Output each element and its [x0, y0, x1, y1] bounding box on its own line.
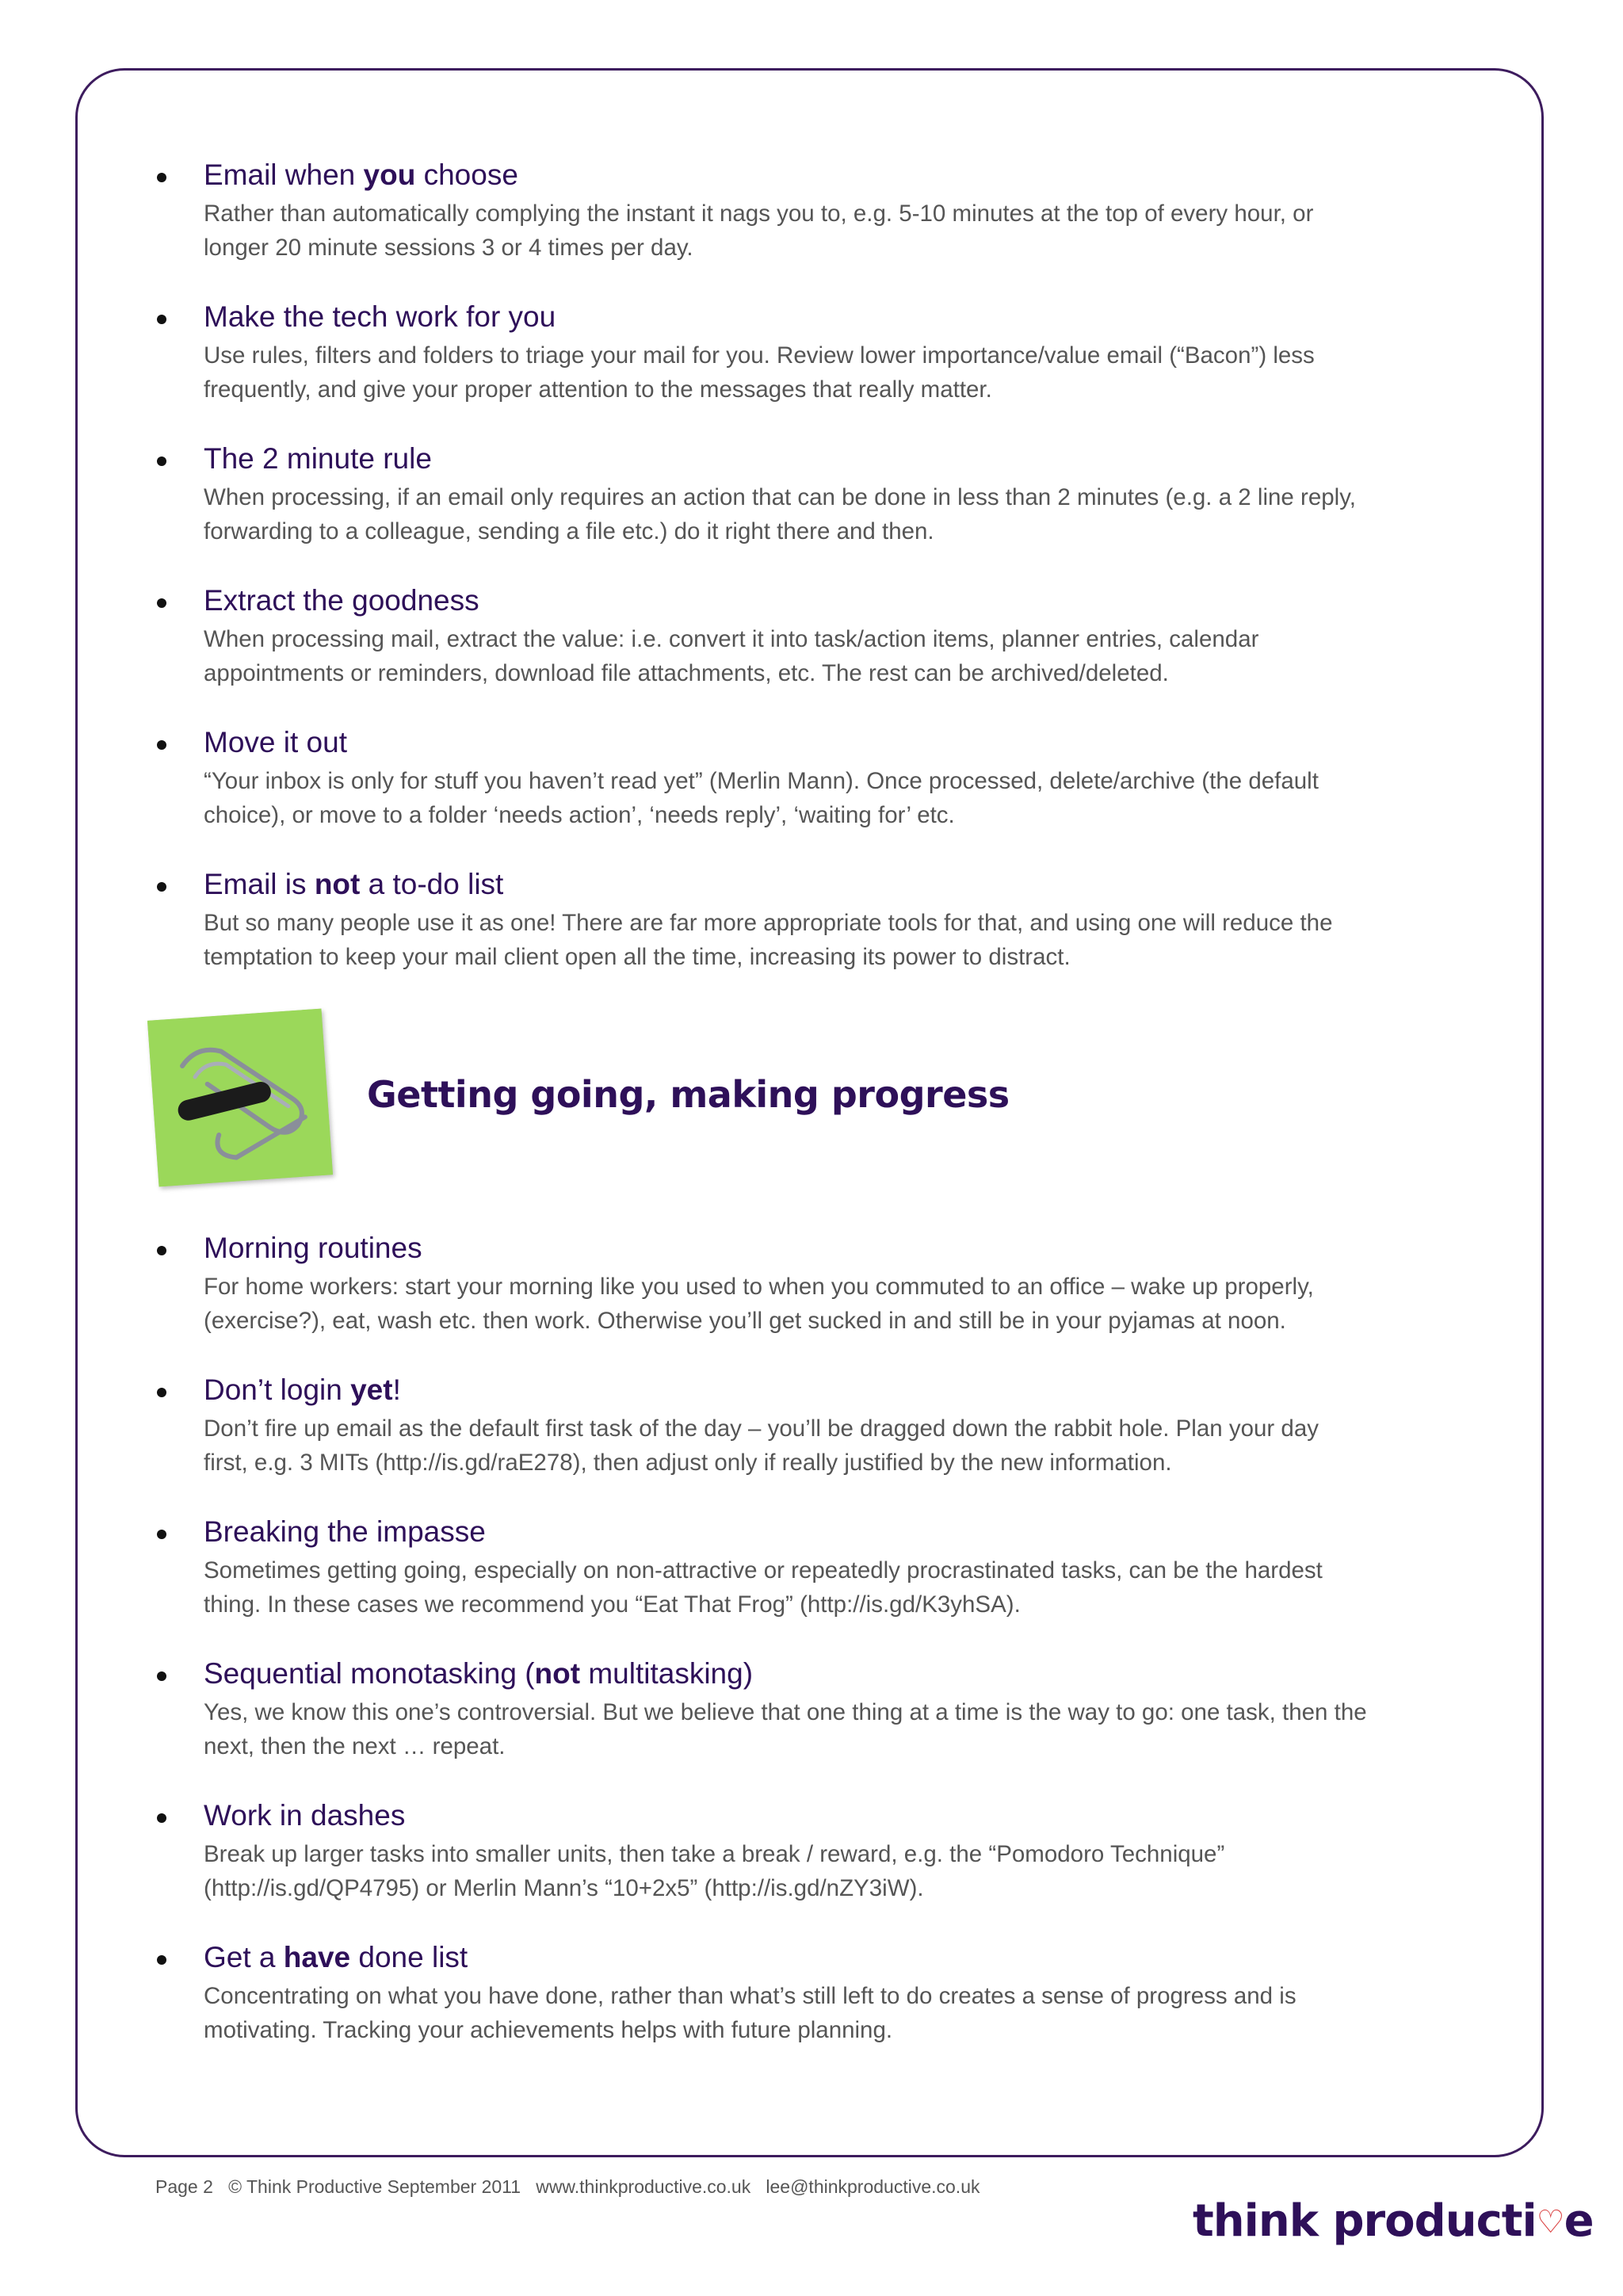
section-title: Getting going, making progress	[367, 1073, 1010, 1116]
tip-heading-part: choose	[415, 159, 518, 191]
tip-heading	[204, 1656, 753, 1692]
tip-body	[204, 1695, 1480, 1763]
list-item	[0, 1939, 1623, 2081]
footer-text: Page 2 © Think Productive September 2011 www.thinkproductive.co.uk lee@thinkproductive.co.uk	[155, 2176, 980, 2197]
tip-body	[204, 338, 1480, 407]
logo-text-end: e	[1564, 2195, 1594, 2247]
tip-heading-part: not	[314, 868, 361, 900]
tip-body-line: choice), or move to a folder ‘needs action’, ‘needs reply’, ‘waiting for’ etc.	[204, 802, 955, 828]
tip-heading-part: Don’t login	[204, 1373, 351, 1406]
think-productive-logo	[1193, 2195, 1594, 2247]
tip-heading	[204, 1797, 405, 1834]
tip-body	[204, 1837, 1480, 1905]
list-item	[0, 441, 1623, 583]
bullet-dot-icon	[157, 457, 166, 466]
tip-body-line: (http://is.gd/QP4795) or Merlin Mann’s “10+2x5” (http://is.gd/nZY3iW).	[204, 1875, 924, 1901]
tip-heading-part: a to-do list	[360, 868, 504, 900]
tip-heading-part: !	[392, 1373, 401, 1406]
tip-body-line: Break up larger tasks into smaller units, then take a break / reward, e.g. the “Pomodoro Technique”	[204, 1841, 1225, 1867]
tip-heading-part: multitasking)	[580, 1657, 754, 1690]
tip-heading-part: done list	[350, 1941, 468, 1973]
tip-body-line: When processing, if an email only requires an action that can be done in less than 2 minutes (e.g. a 2 line reply,	[204, 484, 1356, 510]
tip-body	[204, 622, 1480, 690]
list-item	[0, 1656, 1623, 1797]
bullet-dot-icon	[157, 1246, 166, 1255]
tip-heading	[204, 724, 347, 761]
tip-heading-part: Morning routines	[204, 1232, 422, 1264]
tip-body-line: appointments or reminders, download file attachments, etc. The rest can be archived/deleted.	[204, 660, 1169, 686]
paperclip-icon	[147, 1009, 333, 1187]
tip-heading	[204, 1230, 422, 1266]
list-item	[0, 299, 1623, 441]
tip-body-line: motivating. Tracking your achievements helps with future planning.	[204, 2017, 893, 2043]
tip-body-line: Yes, we know this one’s controversial. But we believe that one thing at a time is the way to go: one task, then the	[204, 1699, 1367, 1725]
bullet-dot-icon	[157, 1388, 166, 1397]
tip-heading	[204, 299, 556, 335]
tip-heading	[204, 441, 432, 477]
tip-heading-part: Make the tech work for you	[204, 300, 556, 333]
heart-icon: ♡	[1536, 2204, 1564, 2241]
tip-body-line: Don’t fire up email as the default first task of the day – you’ll be dragged down the rabbit hole. Plan your day	[204, 1415, 1319, 1442]
bullet-dot-icon	[157, 1530, 166, 1539]
list-item	[0, 724, 1623, 866]
tip-body	[204, 1979, 1480, 2047]
bullet-dot-icon	[157, 1955, 166, 1965]
tip-heading	[204, 1514, 486, 1550]
list-item	[0, 866, 1623, 1008]
tip-body	[204, 906, 1480, 974]
tip-heading-part: Breaking the impasse	[204, 1515, 486, 1548]
bullet-dot-icon	[157, 882, 166, 892]
tip-heading-part: Extract the goodness	[204, 584, 479, 617]
tip-body-line: longer 20 minute sessions 3 or 4 times per day.	[204, 235, 693, 261]
bullet-dot-icon	[157, 1813, 166, 1823]
tip-body-line: next, then the next … repeat.	[204, 1733, 506, 1759]
tip-body-line: “Your inbox is only for stuff you haven’t read yet” (Merlin Mann). Once processed, delete/archive (the default	[204, 768, 1319, 794]
tip-body-line: temptation to keep your mail client open all the time, increasing its power to distract.	[204, 944, 1071, 970]
tip-heading-part: not	[534, 1657, 581, 1690]
tip-heading	[204, 866, 503, 903]
paperclip-image	[147, 1009, 333, 1187]
tip-heading-part: yet	[350, 1373, 393, 1406]
tip-heading	[204, 157, 518, 193]
tip-body-line: frequently, and give your proper attention to the messages that really matter.	[204, 376, 992, 403]
list-item	[0, 1797, 1623, 1939]
bullet-dot-icon	[157, 315, 166, 324]
tip-heading-part: you	[363, 159, 416, 191]
tips-list-email	[0, 157, 1623, 1008]
bullet-dot-icon	[157, 598, 166, 608]
tip-body-line: For home workers: start your morning like you used to when you commuted to an office – wake up properly,	[204, 1274, 1314, 1300]
list-item	[0, 157, 1623, 299]
tip-heading	[204, 583, 479, 619]
tip-body-line: Sometimes getting going, especially on non-attractive or repeatedly procrastinated tasks, can be the hardest	[204, 1557, 1323, 1584]
tip-body	[204, 197, 1480, 265]
tip-body	[204, 480, 1480, 548]
tip-heading-part: Move it out	[204, 726, 347, 758]
bullet-dot-icon	[157, 740, 166, 750]
list-item	[0, 1230, 1623, 1372]
list-item	[0, 1514, 1623, 1656]
tip-heading-part: have	[283, 1941, 351, 1973]
list-item	[0, 583, 1623, 724]
logo-text: think producti	[1193, 2195, 1537, 2247]
tip-body-line: thing. In these cases we recommend you “Eat That Frog” (http://is.gd/K3yhSA).	[204, 1591, 1021, 1618]
tip-heading	[204, 1939, 468, 1976]
tip-body-line: Use rules, filters and folders to triage your mail for you. Review lower importance/value email (“Bacon”) less	[204, 342, 1315, 369]
tip-body-line: forwarding to a colleague, sending a file etc.) do it right there and then.	[204, 518, 934, 544]
tip-heading-part: Email when	[204, 159, 364, 191]
tip-heading	[204, 1372, 401, 1408]
tip-body	[204, 1412, 1480, 1480]
tip-body	[204, 764, 1480, 832]
bullet-dot-icon	[157, 173, 166, 182]
list-item	[0, 1372, 1623, 1514]
tips-list-progress	[0, 1230, 1623, 2081]
tip-heading-part: Sequential monotasking (	[204, 1657, 535, 1690]
tip-body	[204, 1270, 1480, 1338]
tip-body-line: (exercise?), eat, wash etc. then work. Otherwise you’ll get sucked in and still be in your pyjamas at noon.	[204, 1308, 1286, 1334]
tip-body-line: Concentrating on what you have done, rather than what’s still left to do creates a sense of progress and is	[204, 1983, 1296, 2009]
tip-heading-part: The 2 minute rule	[204, 442, 432, 475]
tip-heading-part: Get a	[204, 1941, 284, 1973]
tip-body-line: When processing mail, extract the value: i.e. convert it into task/action items, planner entries, calendar	[204, 626, 1259, 652]
tip-body-line: first, e.g. 3 MITs (http://is.gd/raE278), then adjust only if really justified by the new information.	[204, 1450, 1172, 1476]
tip-heading-part: Work in dashes	[204, 1799, 406, 1832]
tip-heading-part: Email is	[204, 868, 315, 900]
tip-body-line: But so many people use it as one! There are far more appropriate tools for that, and using one will reduce the	[204, 910, 1333, 936]
bullet-dot-icon	[157, 1671, 166, 1681]
tip-body-line: Rather than automatically complying the instant it nags you to, e.g. 5-10 minutes at the top of every hour, or	[204, 201, 1314, 227]
tip-body	[204, 1553, 1480, 1622]
